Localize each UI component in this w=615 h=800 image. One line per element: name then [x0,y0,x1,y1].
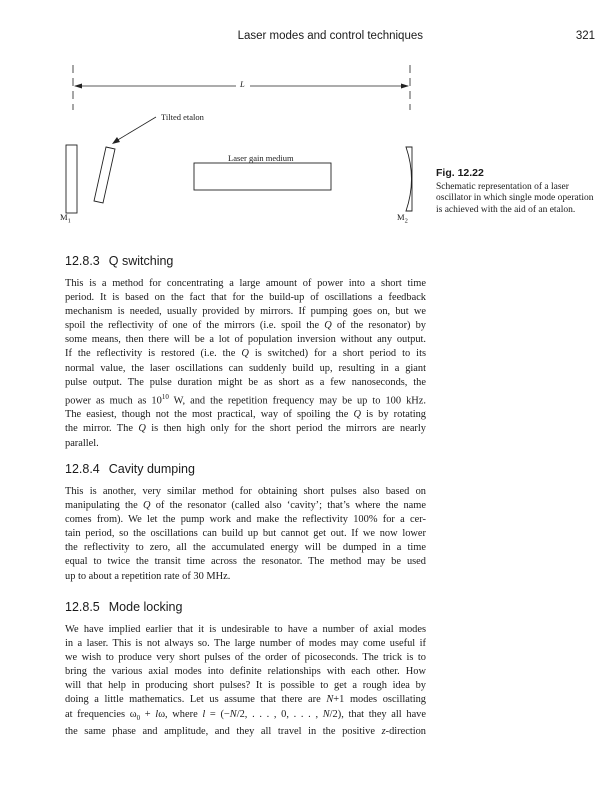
section-number: 12.8.5 [65,600,100,614]
laser-oscillator-diagram [50,55,450,235]
etalon-leader-arrowhead [112,137,120,144]
text-line: the reflectivity to zero, all the accumulated energy will be dumped in a time [65,542,426,554]
text-line: pulse output. The pulse duration might be as short as a few nanoseconds, the [65,376,426,388]
text-line: This is another, very similar method for obtaining short pulses also based on [65,486,426,497]
text-line: at frequencies $\omega_0 + l\omega$, where l = (−N/2, . . . , 0, . . . , N/2), that they all have [65,708,426,722]
mirror-m1 [66,145,77,213]
text-line: normal value, the laser oscillations can suddenly build up, resulting in a giant [65,362,426,374]
tilted-etalon-label: Tilted etalon [161,112,204,122]
etalon-leader-line [116,117,156,141]
caption-text: Schematic representation of a laser oscillator in which single mode operation is achieved with the aid of an etalon. [436,181,594,215]
text-line: power as much as $10^{10}$ W, and the repetition frequency may be up to 100 kHz. [65,392,426,407]
text-line: the mirror. The Q is then high only for the short period the mirrors are nearly [65,423,426,435]
text-line: tain period, so the oscillations can build up but cannot get out. If we now lower [65,528,426,540]
section-title: Mode locking [108,600,183,614]
mirror-m1-subscript: 1 [67,217,71,225]
running-header [0,30,615,48]
text-line: manipulating the Q of the resonator (called also ‘cavity’; that’s where the name [65,500,426,512]
section-number: 12.8.3 [65,254,100,268]
page-number: 321 [575,30,595,42]
text-line: This is a method for concentrating a large amount of power into a short time [65,278,426,289]
text-line: parallel. [65,437,99,449]
section-number: 12.8.4 [65,462,100,476]
mirror-m2-subscript: 2 [404,217,408,225]
text-line: some means, then there will be a lot of population inversion without any output. [65,334,426,346]
section-heading-cavity-dumping [65,462,195,476]
paragraph-q-switching [65,277,426,451]
paragraph-cavity-dumping [65,485,426,584]
mirror-m1-label [60,212,71,225]
length-label: L [240,79,245,89]
text-line: up to about a repetition rate of 30 MHz. [65,570,231,582]
text-line: the same phase and amplitude, and they all travel in the positive z-direction [65,725,426,737]
laser-gain-medium [194,163,331,190]
gain-medium-label: Laser gain medium [228,153,294,163]
length-arrowhead-left [74,84,82,89]
paragraph-mode-locking [65,623,426,739]
text-line: doing a little mathematics. Let us assume that there are N+1 modes oscillating [65,694,426,706]
text-line: bring the various axial modes into definite relationships with each other. How [65,666,426,678]
text-line: The easiest, though not the most practical, way of spoiling the Q is by rotating [65,409,427,421]
text-line: will that help in producing short pulses? It is possible to get a rough idea by [65,680,426,692]
section-heading-q-switching [65,254,173,268]
text-line: equal to twice the transit time across the resonator. The method may be used [65,556,426,568]
length-arrowhead-right [401,84,409,89]
text-line: mechanism is needed, usually provided by mirrors. If pumping goes on, but we [65,306,426,318]
tilted-etalon [94,147,115,203]
mirror-m2 [406,147,412,211]
section-title: Cavity dumping [108,462,195,476]
section-title: Q switching [108,254,174,268]
text-line: in a laser. This is not always so. The large number of modes may come useful if [65,638,426,650]
caption-label: Fig. 12.22 [436,167,484,179]
mirror-m2-label [397,212,408,225]
figure-12-22 [50,55,450,235]
mirror-m1-letter: M [60,212,68,222]
figure-caption [436,168,596,216]
text-line: We have implied earlier that it is undesirable to have a number of axial modes [65,624,426,635]
mirror-m2-letter: M [397,212,405,222]
text-line: we wish to produce very short pulses of the order of picoseconds. The trick is to [65,652,426,664]
text-line: If the reflectivity is restored (i.e. the Q is switched) for a short period to its [65,348,426,360]
text-line: spoil the reflectivity of one of the mirrors (i.e. spoil the Q of the resonator) by [65,320,426,332]
text-line: period. It is based on the fact that for the build-up of oscillations a feedback [65,292,426,304]
running-title: Laser modes and control techniques [237,30,423,42]
section-heading-mode-locking [65,600,182,614]
text-line: comes from). We let the pump work and make the reflectivity 100% for a cer- [65,514,426,526]
